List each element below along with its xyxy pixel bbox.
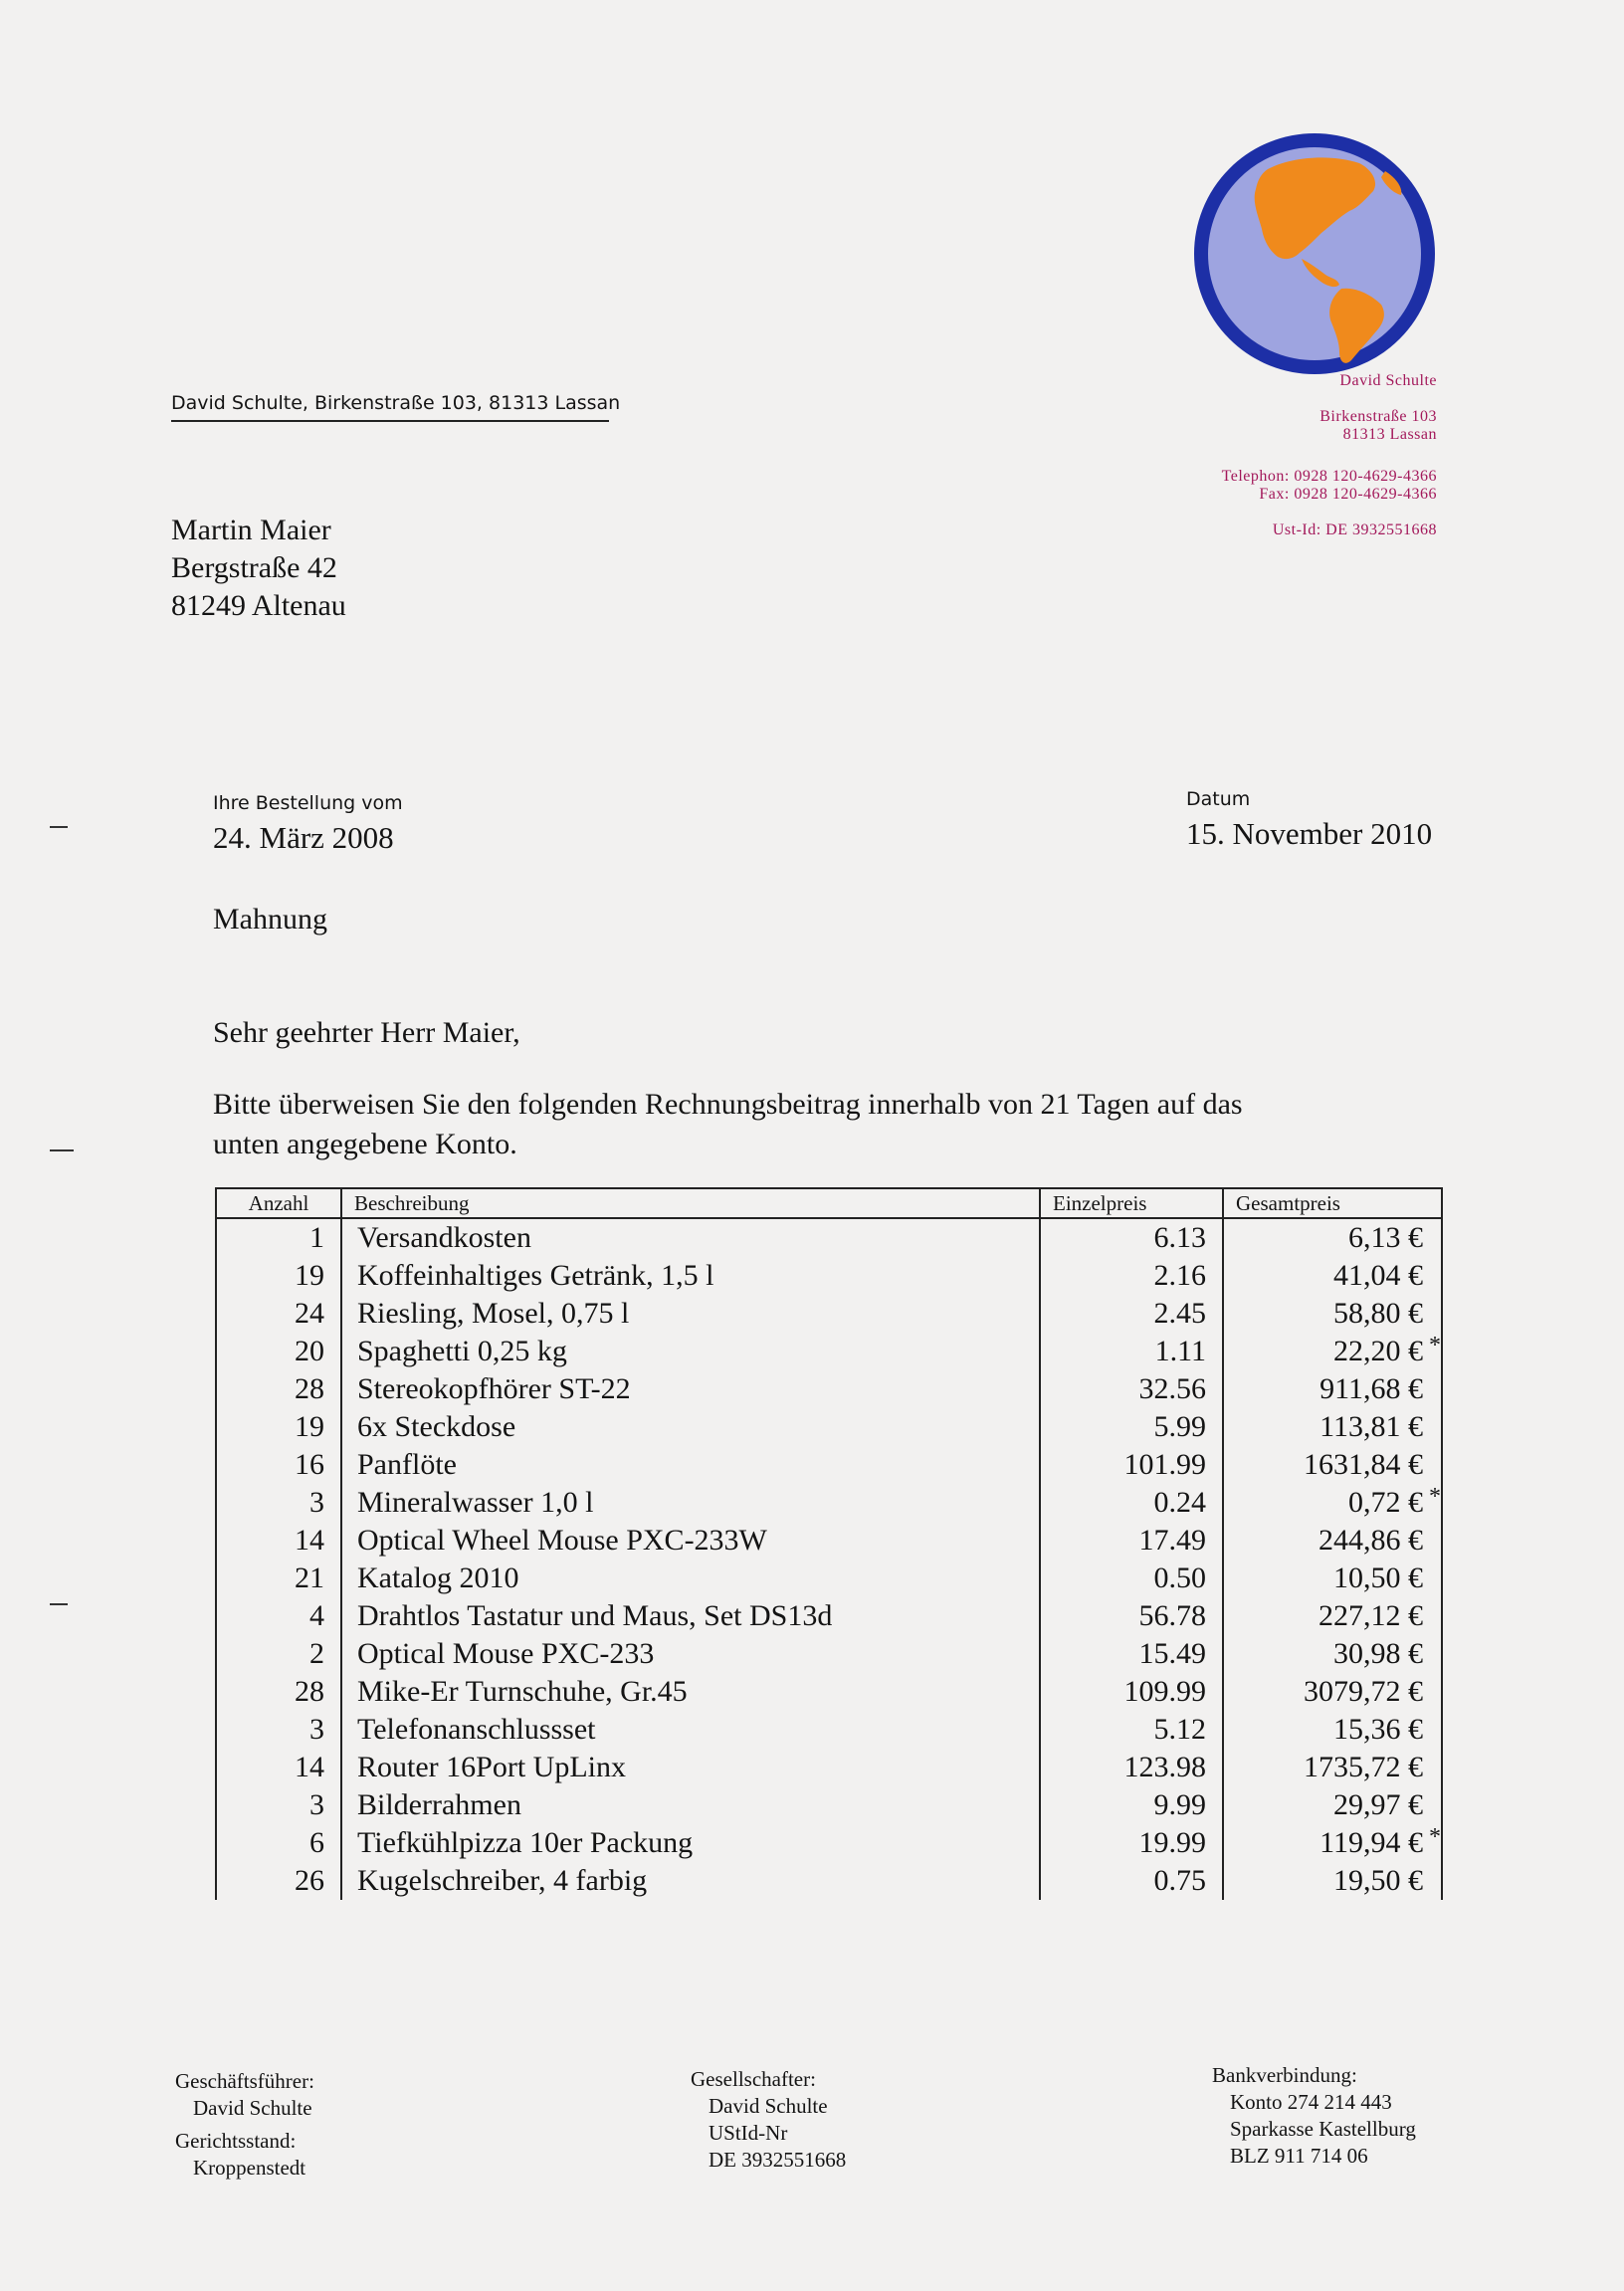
item-total-value: 0,72 € [1348,1486,1423,1519]
body-line-2: unten angegebene Konto. [213,1128,517,1160]
item-quantity: 1 [216,1218,341,1257]
item-unit-price: 5.12 [1040,1711,1223,1749]
header-unit-price: Einzelpreis [1040,1188,1223,1218]
footer-label-court: Gerichtsstand: [175,2129,297,2153]
table-row [216,1597,1442,1635]
table-body [216,1218,1442,1900]
table-row [216,1370,1442,1408]
item-unit-price: 109.99 [1040,1673,1223,1711]
table-row [216,1824,1442,1862]
footer-col-management [175,2068,314,2182]
footer-vat-label: UStId-Nr [709,2121,788,2145]
subject: Mahnung [213,903,327,936]
item-description: 6x Steckdose [341,1408,1040,1446]
sender-fax: Fax: 0928 120-4629-4366 [1259,486,1437,503]
item-total-price [1223,1673,1442,1711]
item-quantity: 4 [216,1597,341,1635]
body-line-1: Bitte überweisen Sie den folgenden Rechnungsbeitrag innerhalb von 21 Tagen auf das [213,1088,1243,1121]
table-row [216,1333,1442,1370]
item-total-value: 227,12 € [1319,1599,1423,1632]
globe-logo [1190,129,1439,378]
item-quantity: 20 [216,1333,341,1370]
return-address: David Schulte, Birkenstraße 103, 81313 Lassan [171,392,609,422]
body-text [213,1085,1243,1164]
sender-block [1222,372,1437,539]
item-unit-price: 32.56 [1040,1370,1223,1408]
item-description: Spaghetti 0,25 kg [341,1333,1040,1370]
item-quantity: 16 [216,1446,341,1484]
footer-managing-director: David Schulte [193,2096,312,2120]
table-row [216,1786,1442,1824]
item-total-value: 29,97 € [1333,1788,1423,1821]
item-total-value: 119,94 € [1320,1826,1423,1859]
item-total-price [1223,1862,1442,1900]
item-quantity: 3 [216,1711,341,1749]
item-unit-price: 2.45 [1040,1295,1223,1333]
item-quantity: 21 [216,1560,341,1597]
item-total-price [1223,1597,1442,1635]
footer-blz: BLZ 911 714 06 [1230,2144,1368,2168]
item-description: Drahtlos Tastatur und Maus, Set DS13d [341,1597,1040,1635]
item-quantity: 19 [216,1257,341,1295]
table-row [216,1749,1442,1786]
item-total-value: 911,68 € [1320,1372,1423,1405]
item-total-price [1223,1257,1442,1295]
item-description: Kugelschreiber, 4 farbig [341,1862,1040,1900]
globe-americas-icon [1190,129,1439,378]
table-row [216,1295,1442,1333]
item-description: Telefonanschlussset [341,1711,1040,1749]
table-row [216,1711,1442,1749]
item-total-price [1223,1370,1442,1408]
item-unit-price: 0.24 [1040,1484,1223,1522]
item-total-price [1223,1824,1442,1862]
item-total-value: 3079,72 € [1304,1675,1423,1708]
item-total-value: 22,20 € [1333,1335,1423,1367]
item-description: Optical Wheel Mouse PXC-233W [341,1522,1040,1560]
item-total-value: 10,50 € [1333,1562,1423,1594]
item-total-value: 58,80 € [1333,1297,1423,1330]
item-description: Versandkosten [341,1218,1040,1257]
item-total-price [1223,1749,1442,1786]
item-total-price [1223,1786,1442,1824]
recipient-address [171,512,346,625]
item-description: Bilderrahmen [341,1786,1040,1824]
item-description: Koffeinhaltiges Getränk, 1,5 l [341,1257,1040,1295]
header-total-price: Gesamtpreis [1223,1188,1442,1218]
table-row [216,1522,1442,1560]
item-total-price [1223,1408,1442,1446]
item-total-price [1223,1333,1442,1370]
order-date: 24. März 2008 [213,820,394,855]
item-quantity: 3 [216,1786,341,1824]
tax-footnote-marker: * [1429,1484,1441,1510]
item-total-price [1223,1484,1442,1522]
sender-city: 81313 Lassan [1342,426,1437,443]
item-unit-price: 1.11 [1040,1333,1223,1370]
item-unit-price: 9.99 [1040,1786,1223,1824]
table-row [216,1408,1442,1446]
sender-phone: Telephon: 0928 120-4629-4366 [1221,468,1437,485]
footer-col-partner [691,2066,846,2174]
footer-label-managing-director: Geschäftsführer: [175,2069,314,2093]
item-total-value: 19,50 € [1333,1864,1423,1897]
item-description: Panflöte [341,1446,1040,1484]
item-total-price [1223,1446,1442,1484]
item-unit-price: 2.16 [1040,1257,1223,1295]
item-quantity: 24 [216,1295,341,1333]
table-row [216,1560,1442,1597]
items-table [215,1187,1443,1900]
header-description: Beschreibung [341,1188,1040,1218]
item-total-value: 41,04 € [1333,1259,1423,1292]
footer-court: Kroppenstedt [193,2156,306,2180]
item-total-price [1223,1635,1442,1673]
table-row [216,1446,1442,1484]
salutation: Sehr geehrter Herr Maier, [213,1016,520,1049]
footer-label-bank: Bankverbindung: [1212,2063,1357,2087]
item-quantity: 2 [216,1635,341,1673]
item-total-value: 30,98 € [1333,1637,1423,1670]
item-unit-price: 5.99 [1040,1408,1223,1446]
item-total-value: 15,36 € [1333,1713,1423,1746]
table-row [216,1484,1442,1522]
item-description: Router 16Port UpLinx [341,1749,1040,1786]
footer-vat-number: DE 3932551668 [709,2148,847,2172]
table-header-row [216,1188,1442,1218]
tax-footnote-marker: * [1429,1824,1441,1850]
recipient-street: Bergstraße 42 [171,551,337,584]
item-unit-price: 17.49 [1040,1522,1223,1560]
item-description: Riesling, Mosel, 0,75 l [341,1295,1040,1333]
item-total-price [1223,1522,1442,1560]
sender-name: David Schulte [1339,372,1437,389]
fold-mark-top [50,826,68,828]
table-row [216,1635,1442,1673]
header-qty: Anzahl [216,1188,341,1218]
footer-col-bank [1212,2062,1416,2170]
item-description: Optical Mouse PXC-233 [341,1635,1040,1673]
order-label: Ihre Bestellung vom [213,792,403,814]
date-label: Datum [1186,788,1251,810]
item-unit-price: 15.49 [1040,1635,1223,1673]
table-row [216,1862,1442,1900]
item-total-price [1223,1218,1442,1257]
item-total-value: 113,81 € [1320,1410,1423,1443]
item-description: Mike-Er Turnschuhe, Gr.45 [341,1673,1040,1711]
item-quantity: 28 [216,1370,341,1408]
item-unit-price: 6.13 [1040,1218,1223,1257]
item-total-value: 1631,84 € [1304,1448,1423,1481]
item-total-value: 6,13 € [1348,1221,1423,1254]
item-quantity: 3 [216,1484,341,1522]
recipient-city: 81249 Altenau [171,589,346,622]
item-quantity: 14 [216,1749,341,1786]
footer-bank-name: Sparkasse Kastellburg [1230,2117,1416,2141]
item-quantity: 26 [216,1862,341,1900]
table-row [216,1673,1442,1711]
footer-partner-name: David Schulte [709,2094,828,2118]
item-quantity: 14 [216,1522,341,1560]
tax-footnote-marker: * [1429,1333,1441,1358]
item-total-value: 1735,72 € [1304,1751,1423,1783]
item-total-price [1223,1711,1442,1749]
item-unit-price: 101.99 [1040,1446,1223,1484]
item-description: Stereokopfhörer ST-22 [341,1370,1040,1408]
footer-account: Konto 274 214 443 [1230,2090,1392,2114]
recipient-name: Martin Maier [171,514,331,546]
fold-mark-middle [50,1149,74,1151]
item-unit-price: 0.50 [1040,1560,1223,1597]
fold-mark-bottom [50,1603,68,1605]
item-description: Katalog 2010 [341,1560,1040,1597]
item-total-price [1223,1560,1442,1597]
item-total-price [1223,1295,1442,1333]
item-description: Tiefkühlpizza 10er Packung [341,1824,1040,1862]
item-unit-price: 56.78 [1040,1597,1223,1635]
item-description: Mineralwasser 1,0 l [341,1484,1040,1522]
item-quantity: 28 [216,1673,341,1711]
item-unit-price: 19.99 [1040,1824,1223,1862]
item-unit-price: 123.98 [1040,1749,1223,1786]
item-quantity: 19 [216,1408,341,1446]
sender-street: Birkenstraße 103 [1320,408,1437,425]
footer-label-partner: Gesellschafter: [691,2067,816,2091]
table-row [216,1257,1442,1295]
item-total-value: 244,86 € [1319,1524,1423,1557]
item-quantity: 6 [216,1824,341,1862]
sender-vat: Ust-Id: DE 3932551668 [1272,521,1437,538]
letter-date: 15. November 2010 [1186,816,1433,851]
item-unit-price: 0.75 [1040,1862,1223,1900]
table-row [216,1218,1442,1257]
